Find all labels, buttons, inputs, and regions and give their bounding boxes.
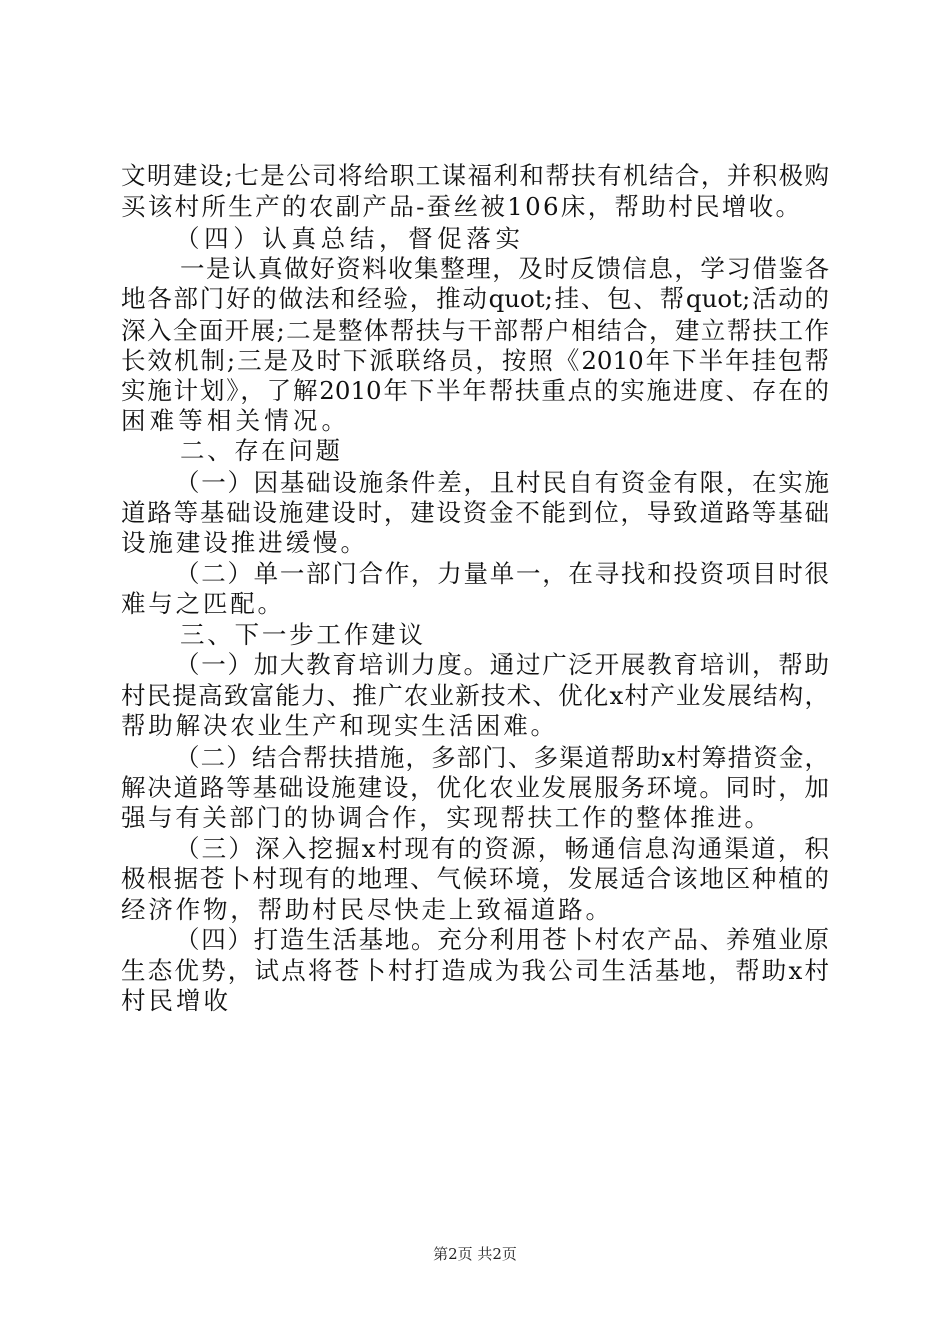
text-line: 帮助解决农业生产和现实生活困难。	[121, 711, 558, 740]
text-line: 难与之匹配。	[121, 589, 285, 618]
text-line: 实施计划》，了解2010年下半年帮扶重点的实施进度、存在的	[121, 376, 829, 405]
text-line: （一）加大教育培训力度。通过广泛开展教育培训，帮助	[175, 650, 829, 679]
text-line: 设施建设推进缓慢。	[121, 528, 368, 557]
text-line: 困难等相关情况。	[121, 406, 351, 435]
text-line: 长效机制;三是及时下派联络员，按照《2010年下半年挂包帮	[121, 346, 829, 375]
text-line: 买该村所生产的农副产品-蚕丝被106床，帮助村民增收。	[121, 192, 803, 221]
text-line: （二）结合帮扶措施，多部门、多渠道帮助x村筹措资金，	[175, 743, 829, 772]
text-line: 道路等基础设施建设时，建设资金不能到位，导致道路等基础	[121, 498, 829, 527]
text-line: （四）认真总结，督促落实	[175, 224, 525, 253]
text-line: 三、下一步工作建议	[180, 620, 426, 649]
text-line: 强与有关部门的协调合作，实现帮扶工作的整体推进。	[121, 803, 772, 832]
text-line: （一）因基础设施条件差，且村民自有资金有限，在实施	[175, 468, 829, 497]
text-line: （三）深入挖掘x村现有的资源，畅通信息沟通渠道，积	[175, 834, 829, 863]
text-line: 极根据苍卜村现有的地理、气候环境，发展适合该地区种植的	[121, 864, 829, 893]
text-line: 村民提高致富能力、推广农业新技术、优化x村产业发展结构，	[121, 681, 829, 710]
text-line: （四）打造生活基地。充分利用苍卜村农产品、养殖业原	[175, 925, 829, 954]
text-line: 地各部门好的做法和经验，推动quot;挂、包、帮quot;活动的	[121, 284, 829, 313]
text-line: 深入全面开展;二是整体帮扶与干部帮户相结合，建立帮扶工作	[121, 316, 829, 345]
text-line: 一是认真做好资料收集整理，及时反馈信息，学习借鉴各	[180, 254, 829, 283]
page-footer: 第2页 共2页	[433, 1245, 517, 1263]
text-line: 解决道路等基础设施建设，优化农业发展服务环境。同时，加	[121, 773, 829, 802]
text-line: 经济作物，帮助村民尽快走上致福道路。	[121, 895, 613, 924]
text-line: 文明建设;七是公司将给职工谋福利和帮扶有机结合，并积极购	[121, 161, 829, 190]
text-line: 生态优势，试点将苍卜村打造成为我公司生活基地，帮助x村	[121, 956, 829, 985]
text-line: 二、存在问题	[180, 436, 343, 465]
text-line: （二）单一部门合作，力量单一，在寻找和投资项目时很	[175, 559, 829, 588]
text-line: 村民增收	[121, 986, 231, 1015]
